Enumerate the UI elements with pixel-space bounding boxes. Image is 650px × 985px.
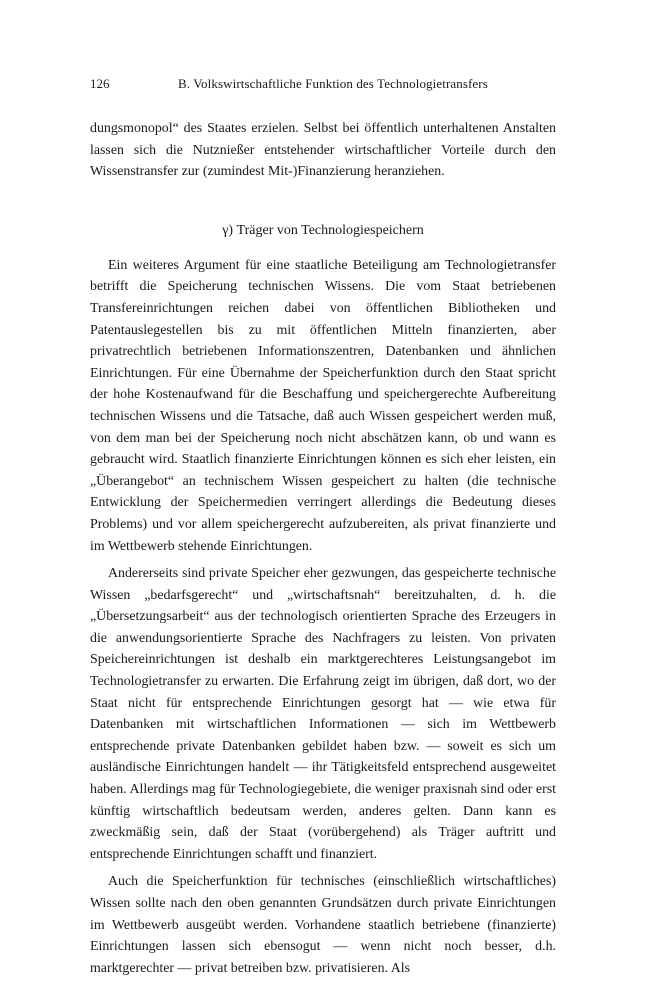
book-page — [90, 76, 556, 979]
paragraph-3: Auch die Speicherfunktion für technisches (einschließlich wirtschaftliches) Wissen sollte nach den oben genannten Grundsätzen durch private Einrichtungen im Wettbewerb ausgeübt werden. Vorhandene staatlich betriebene (finanzierte) Einrichtungen lassen sich ebensogut — wenn nicht noch besser, d.h. marktgerechter — privat betreiben bzw. privatisieren. Als — [90, 874, 556, 976]
paragraph-2: Andererseits sind private Speicher eher gezwungen, das gespeicherte technische Wissen „bedarfsgerecht“ und „wirtschaftsnah“ bereitzuhalten, d. h. die „Übersetzungsarbeit“ aus der technologisch orientierten Sprache des Erzeugers in die anwendungsorientierte Sprache des Nachfragers zu leisten. Von privaten Speichereinrichtungen ist deshalb ein marktgerechteres Leistungsangebot im Technologietransfer zu erwarten. Die Erfahrung zeigt im übrigen, daß dort, wo der Staat nicht für entsprechende Einrichtungen gesorgt hat — wie etwa für Datenbanken mit wirtschaftlichen Informationen — sich im Wettbewerb entsprechende private Datenbanken gebildet haben bzw. — soweit es sich um ausländische Einrichtungen handelt — ihr Tätigkeitsfeld entsprechend ausgeweitet haben. Allerdings mag für Technologiegebiete, die weniger praxisnah sind oder erst künftig wirtschaftlich bedeutsam werden, anderes gelten. Dann kann es zweckmäßig sein, daß der Staat (vorübergehend) als Träger auftritt und entsprechende Einrichtungen schafft und finanziert. — [90, 566, 556, 862]
paragraph-1: Ein weiteres Argument für eine staatliche Beteiligung am Technologietransfer betrifft die Speicherung technischen Wissens. Die vom Staat betriebenen Transfereinrichtungen reichen dabei von öffentlichen Bibliotheken und Patentauslegestellen bis zu mit öffentlichen Mitteln finanzierten, aber privatrechtlich betriebenen Informationszentren, Datenbanken und ähnlichen Einrichtungen. Für eine Übernahme der Speicherfunktion durch den Staat spricht der hohe Kostenaufwand für die Beschaffung und speichergerechte Aufbereitung technischen Wissens und die Tatsache, daß auch Wissen gespeichert werden muß, von dem man bei der Speicherung noch nicht abschätzen kann, ob und wann es gebraucht wird. Staatlich finanzierte Einrichtungen können es sich eher leisten, ein „Überangebot“ an technischem Wissen gespeichert zu halten (die technische Entwicklung der Speichermedien verringert allerdings die Bedeutung dieses Problems) und vor allem speichergerecht aufzubereiten, als privat finanzierte und im Wettbewerb stehende Einrichtungen. — [90, 257, 556, 554]
running-header — [90, 76, 556, 92]
running-header-title: B. Volkswirtschaftliche Funktion des Technologietransfers — [178, 76, 488, 91]
page-number: 126 — [90, 76, 110, 91]
paragraph-continued: dungsmonopol“ des Staates erzielen. Selbst bei öffentlich unterhaltenen Anstalten lassen sich die Nutznießer entstehender wirtschaftlicher Vorteile durch den Wissenstransfer zur (zumindest Mit-)Finanzierung heranziehen. — [90, 121, 556, 180]
section-heading: γ) Träger von Technologiespeichern — [222, 222, 424, 238]
